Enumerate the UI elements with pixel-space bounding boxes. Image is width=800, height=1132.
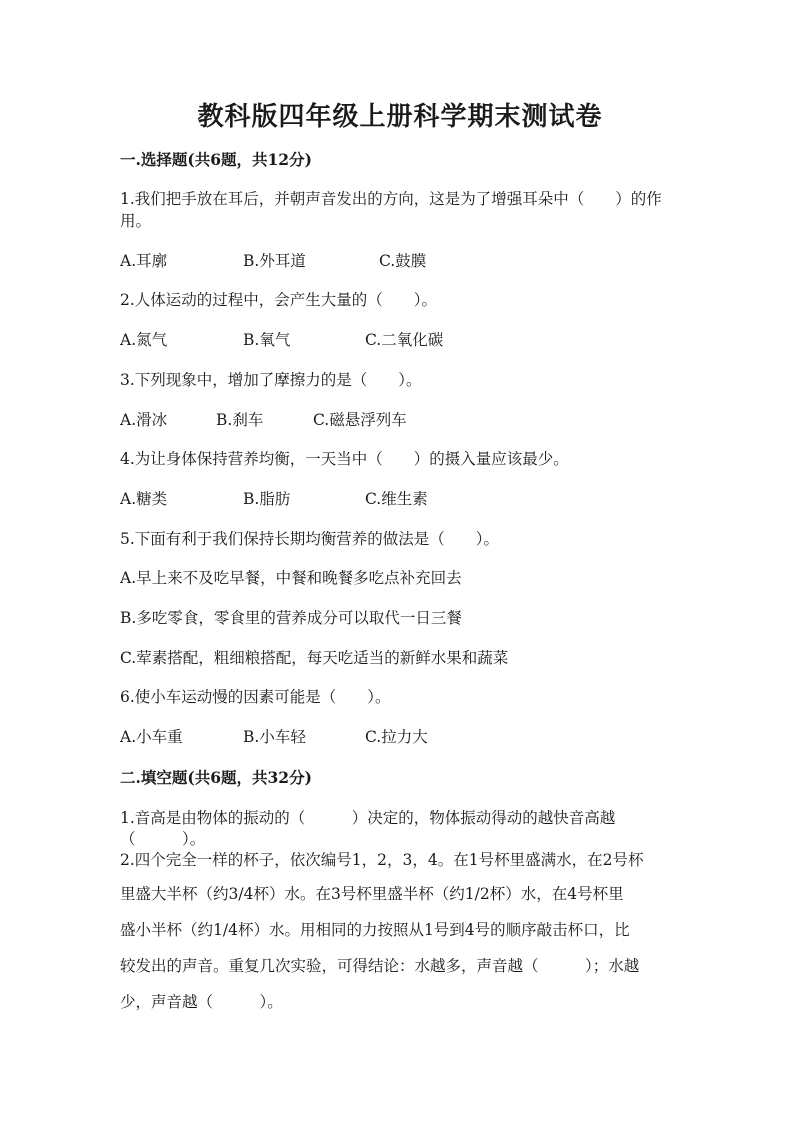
question-5-option-c: C.荤素搭配，粗细粮搭配，每天吃适当的新鲜水果和蔬菜 <box>120 649 509 667</box>
question-3-option-b: B.刹车 <box>216 411 264 429</box>
question-6-option-c: C.拉力大 <box>365 728 428 746</box>
question-3-option-a: A.滑冰 <box>120 411 168 429</box>
question-4-option-a: A.糖类 <box>120 490 168 508</box>
question-1-option-c: C.鼓膜 <box>379 252 427 270</box>
question-1-option-b: B.外耳道 <box>243 252 306 270</box>
fill-question-1-line2: （ ）。 <box>120 830 206 848</box>
question-5-option-a: A.早上来不及吃早餐，中餐和晚餐多吃点补充回去 <box>120 569 462 587</box>
question-1-text-line2: 用。 <box>120 212 152 230</box>
question-4-text: 4.为让身体保持营养均衡，一天当中（ ）的摄入量应该最少。 <box>120 450 569 468</box>
question-1-option-a: A.耳廓 <box>120 252 168 270</box>
fill-question-2-line1: 2.四个完全一样的杯子，依次编号1，2，3，4。在1号杯里盛满水，在2号杯 <box>120 851 644 869</box>
fill-question-2-line2: 里盛大半杯（约3/4杯）水。在3号杯里盛半杯（约1/2杯）水，在4号杯里 <box>120 885 624 903</box>
question-6-option-a: A.小车重 <box>120 728 183 746</box>
page-title: 教科版四年级上册科学期末测试卷 <box>197 102 603 132</box>
question-2-option-c: C.二氧化碳 <box>365 331 444 349</box>
question-5-option-b: B.多吃零食，零食里的营养成分可以取代一日三餐 <box>120 609 462 627</box>
question-4-option-b: B.脂肪 <box>243 490 291 508</box>
fill-question-2-line3: 盛小半杯（约1/4杯）水。用相同的力按照从1号到4号的顺序敲击杯口，比 <box>120 921 630 939</box>
question-2-option-a: A.氮气 <box>120 331 168 349</box>
fill-question-1-line1: 1.音高是由物体的振动的（ ）决定的，物体振动得动的越快音高越 <box>120 809 616 827</box>
question-6-option-b: B.小车轻 <box>243 728 306 746</box>
question-2-text: 2.人体运动的过程中，会产生大量的（ ）。 <box>120 291 438 309</box>
question-2-option-b: B.氧气 <box>243 331 291 349</box>
question-4-option-c: C.维生素 <box>365 490 428 508</box>
question-5-text: 5.下面有利于我们保持长期均衡营养的做法是（ ）。 <box>120 530 500 548</box>
question-6-text: 6.使小车运动慢的因素可能是（ ）。 <box>120 688 391 706</box>
fill-question-2-line4: 较发出的声音。重复几次实验，可得结论：水越多，声音越（ ）；水越 <box>120 957 640 975</box>
question-3-text: 3.下列现象中，增加了摩擦力的是（ ）。 <box>120 371 422 389</box>
question-3-option-c: C.磁悬浮列车 <box>313 411 407 429</box>
fill-question-2-line5: 少，声音越（ ）。 <box>120 993 283 1011</box>
section-heading-fill-in-blank: 二.填空题(共6题，共32分) <box>120 768 312 787</box>
question-1-text-line1: 1.我们把手放在耳后，并朝声音发出的方向，这是为了增强耳朵中（ ）的作 <box>120 190 662 208</box>
section-heading-multiple-choice: 一.选择题(共6题，共12分) <box>120 150 312 169</box>
